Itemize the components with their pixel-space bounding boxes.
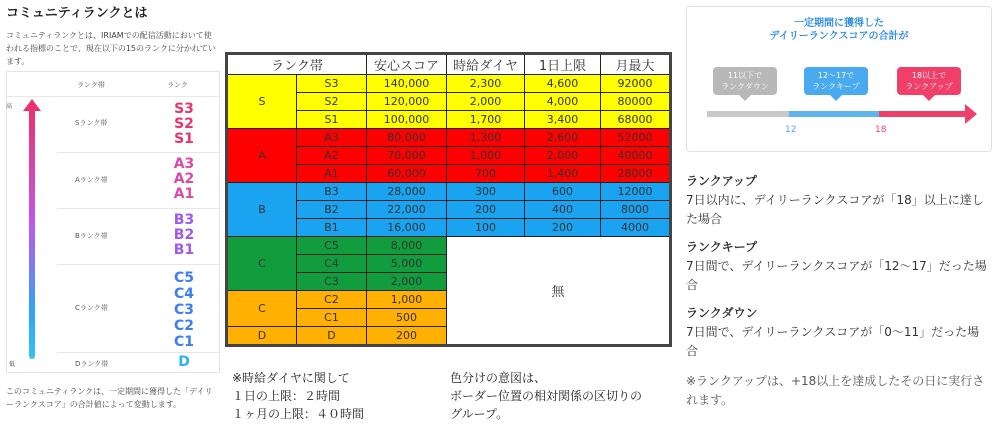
rank-label: S1 (174, 131, 194, 147)
rank-change-diagram (686, 6, 992, 152)
score-cell: 28,000 (367, 183, 447, 201)
rank-label: B3 (173, 212, 195, 228)
tick-12: 12 (785, 125, 797, 135)
rank-label: D (178, 354, 190, 370)
monthly-cell: 52000 (601, 129, 671, 147)
daily-cell: 200 (525, 219, 601, 237)
rank-up-explain (686, 172, 991, 229)
rank-table (225, 52, 672, 347)
score-cell: 60,000 (367, 165, 447, 183)
rank-label: C4 (173, 286, 194, 302)
monthly-cell: 40000 (601, 147, 671, 165)
explain-body: 7日間で、デイリーランクスコアが「12〜17」だった場合 (686, 259, 987, 292)
header-cell: 1日上限 (525, 54, 601, 75)
score-cell: 100,000 (367, 111, 447, 129)
daily-cell: 2,000 (525, 147, 601, 165)
score-cell: 80,000 (367, 129, 447, 147)
daily-cell: 2,600 (525, 129, 601, 147)
rank-down-explain (686, 304, 991, 361)
rank-cell: C1 (297, 309, 367, 327)
community-rank-panel (6, 0, 218, 409)
daily-cell: 600 (525, 183, 601, 201)
monthly-cell: 80000 (601, 93, 671, 111)
rank-cell: C5 (297, 237, 367, 255)
explain-heading: ランクアップ (686, 174, 757, 188)
score-cell: 8,000 (367, 237, 447, 255)
band-name: Aランク帯 (75, 176, 108, 184)
col-band-label: ランク帯 (77, 81, 105, 89)
rank-cell: B3 (297, 183, 367, 201)
rank-cell: S3 (297, 75, 367, 93)
diamond-cell: 300 (447, 183, 525, 201)
band-cell: D (227, 327, 297, 346)
explain-body: 7日間で、デイリーランクスコアが「0〜11」だった場合 (686, 325, 980, 358)
rank-cell: D (297, 327, 367, 346)
rank-cell: S1 (297, 111, 367, 129)
band-cell: C (227, 291, 297, 327)
diamond-note (232, 369, 364, 423)
score-scale (707, 111, 977, 117)
rank-label: C3 (173, 302, 194, 318)
monthly-cell: 28000 (601, 165, 671, 183)
band-cell: C (227, 237, 297, 291)
rank-label: C1 (173, 334, 194, 350)
band-s (57, 97, 219, 152)
explain-heading: ランクキープ (686, 240, 758, 254)
header-cell: 時給ダイヤ (447, 54, 525, 75)
rank-cell: B2 (297, 201, 367, 219)
band-name: Dランク帯 (75, 360, 109, 368)
score-cell: 2,000 (367, 273, 447, 291)
daily-cell: 4,000 (525, 93, 601, 111)
rank-cell: A3 (297, 129, 367, 147)
diamond-cell: 2,000 (447, 93, 525, 111)
diamond-cell: 700 (447, 165, 525, 183)
rank-cell: C2 (297, 291, 367, 309)
header-cell: 月最大 (601, 54, 671, 75)
table-row (227, 237, 671, 255)
rank-label: C2 (173, 318, 194, 334)
daily-cell: 400 (525, 201, 601, 219)
score-cell: 16,000 (367, 219, 447, 237)
note-line: グループ。 (450, 407, 509, 421)
band-name: Sランク帯 (75, 119, 108, 127)
col-rank-label: ランク (167, 81, 188, 89)
rank-up-pill: 18以上で ランクアップ (897, 67, 961, 95)
band-name: Cランク帯 (75, 304, 108, 312)
arrow-right-icon (965, 104, 977, 124)
score-cell: 120,000 (367, 93, 447, 111)
rank-list-card (6, 71, 220, 373)
rank-cell: B1 (297, 219, 367, 237)
diamond-cell: 1,700 (447, 111, 525, 129)
monthly-cell: 12000 (601, 183, 671, 201)
rank-label: B2 (173, 227, 195, 243)
score-cell: 22,000 (367, 201, 447, 219)
daily-cell: 4,600 (525, 75, 601, 93)
monthly-cell: 68000 (601, 111, 671, 129)
diamond-cell: 2,300 (447, 75, 525, 93)
note-line: 色分けの意図は、 (450, 371, 547, 385)
level-arrow (7, 97, 57, 371)
table-row (227, 129, 671, 147)
explain-heading: ランクダウン (686, 306, 758, 320)
daily-cell: 1,400 (525, 165, 601, 183)
rank-label: B1 (173, 242, 195, 258)
daily-cell: 3,400 (525, 111, 601, 129)
rank-keep-explain (686, 238, 991, 295)
band-c (57, 264, 219, 353)
band-cell: S (227, 75, 297, 129)
rank-label: S3 (174, 101, 194, 117)
header-cell: ランク帯 (227, 54, 367, 75)
score-cell: 5,000 (367, 255, 447, 273)
monthly-cell: 4000 (601, 219, 671, 237)
score-cell: 500 (367, 309, 447, 327)
table-header-row (227, 54, 671, 75)
diamond-cell: 200 (447, 201, 525, 219)
band-cell: B (227, 183, 297, 237)
note-line: ボーダー位置の相対関係の区切りの (450, 389, 643, 403)
note-line: ※時給ダイヤに関して (232, 371, 350, 385)
explain-body: 7日以内に、デイリーランクスコアが「18」以上に達した場合 (686, 193, 984, 226)
score-cell: 70,000 (367, 147, 447, 165)
rank-up-note: ※ランクアップは、+18以上を達成したその日に実行されます。 (686, 374, 985, 407)
band-a (57, 152, 219, 209)
rank-cell: S2 (297, 93, 367, 111)
rank-label: C5 (173, 270, 194, 286)
tick-18: 18 (875, 125, 887, 135)
rank-cell: C4 (297, 255, 367, 273)
rank-cell: A2 (297, 147, 367, 165)
rank-footer-text: このコミュニティランクは、一定期間に獲得した「デイリーランクスコア」の合計値によって変動します。 (6, 387, 213, 409)
rank-label: A3 (173, 156, 195, 172)
band-cell: A (227, 129, 297, 183)
header-cell: 安心スコア (367, 54, 447, 75)
color-note (450, 369, 642, 423)
diagram-title: 一定期間に獲得した デイリーランクスコアの合計が (769, 18, 909, 42)
none-cell: 無 (447, 237, 671, 346)
diamond-cell: 1,000 (447, 147, 525, 165)
table-row (227, 75, 671, 93)
rank-label: A2 (173, 171, 195, 187)
diamond-cell: 100 (447, 219, 525, 237)
rank-label: A1 (173, 186, 195, 202)
rank-list-header (7, 72, 219, 97)
band-b (57, 208, 219, 265)
monthly-cell: 92000 (601, 75, 671, 93)
diamond-cell: 1,300 (447, 129, 525, 147)
section-description: コミュニティランクとは、IRIAMでの配信活動において使われる指標のことで、現在以下の15のランクに分かれています。 (6, 31, 216, 66)
table-row (227, 183, 671, 201)
band-d (57, 352, 219, 373)
low-label: 低 (9, 361, 16, 368)
rank-label: S2 (174, 116, 194, 132)
note-line: １ヶ月の上限：４０時間 (232, 407, 365, 421)
score-cell: 1,000 (367, 291, 447, 309)
note-line: １日の上限：２時間 (232, 389, 341, 403)
band-name: Bランク帯 (75, 232, 108, 240)
score-cell: 140,000 (367, 75, 447, 93)
score-cell: 200 (367, 327, 447, 346)
high-label: 高 (6, 103, 13, 110)
rank-cell: A1 (297, 165, 367, 183)
rank-cell: C3 (297, 273, 367, 291)
monthly-cell: 8000 (601, 201, 671, 219)
rank-down-pill: 11以下で ランクダウン (713, 67, 777, 95)
rank-keep-pill: 12〜17で ランクキープ (804, 67, 868, 95)
section-title: コミュニティランクとは (6, 6, 148, 21)
